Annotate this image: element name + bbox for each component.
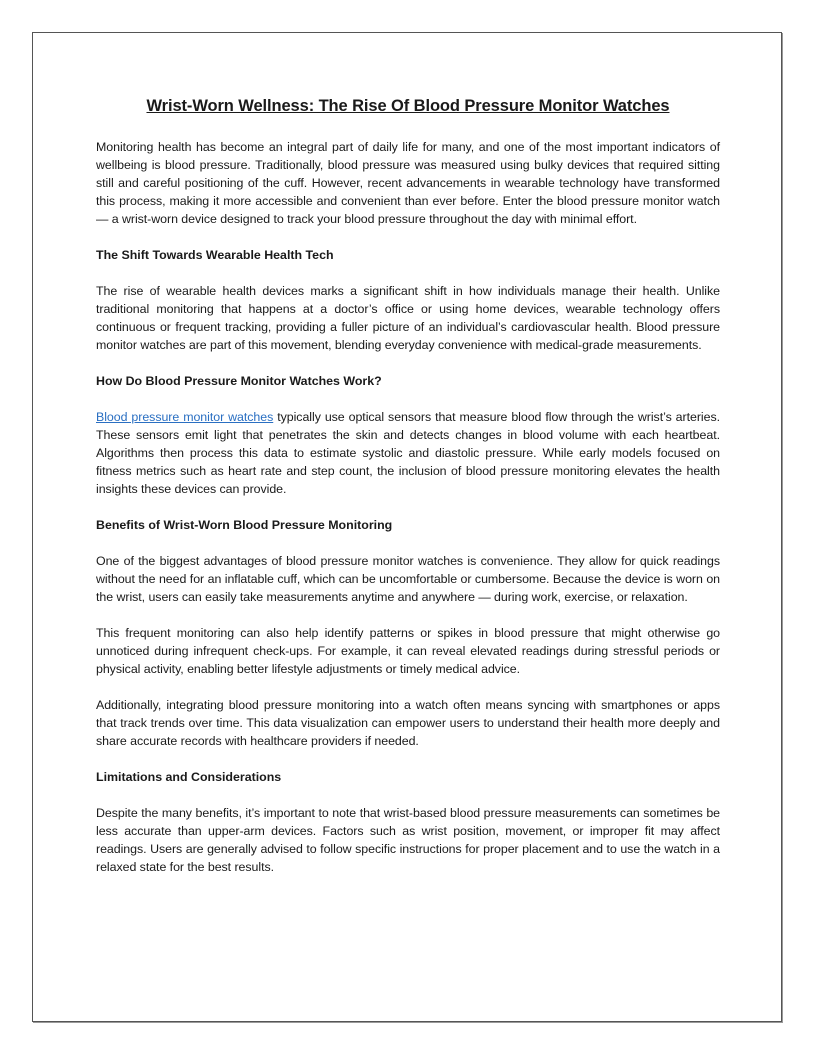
document-title: Wrist-Worn Wellness: The Rise Of Blood Pressure Monitor Watches bbox=[146, 97, 670, 115]
limitations-paragraph: Despite the many benefits, it’s important to note that wrist-based blood pressure measurements can sometimes be less accurate than upper-arm devices. Factors such as wrist position, movement, or improper fit may affect readings. Users are generally advised to follow specific instructions for proper placement and to use the watch in a relaxed state for the best results. bbox=[96, 806, 720, 874]
section-heading-limitations: Limitations and Considerations bbox=[96, 770, 282, 784]
section-heading-how: How Do Blood Pressure Monitor Watches Work? bbox=[96, 374, 382, 388]
intro-paragraph: Monitoring health has become an integral part of daily life for many, and one of the most important indicators of wellbeing is blood pressure. Traditionally, blood pressure was measured using bulky devices that required sitting still and careful positioning of the cuff. However, recent advancements in wearable technology have transformed this process, making it more accessible and convenient than ever before. Enter the blood pressure monitor watch — a wrist-worn device designed to track your blood pressure throughout the day with minimal effort. bbox=[96, 140, 720, 226]
benefits-paragraph-3: Additionally, integrating blood pressure monitoring into a watch often means syncing with smartphones or apps that track trends over time. This data visualization can empower users to understand their health more deeply and share accurate records with healthcare providers if needed. bbox=[96, 698, 720, 748]
section-heading-benefits: Benefits of Wrist-Worn Blood Pressure Monitoring bbox=[96, 518, 393, 532]
benefits-paragraph-1: One of the biggest advantages of blood pressure monitor watches is convenience. They allow for quick readings without the need for an inflatable cuff, which can be uncomfortable or cumbersome. Because the device is worn on the wrist, users can easily take measurements anytime and anywhere — during work, exercise, or relaxation. bbox=[96, 554, 720, 604]
document-body bbox=[96, 96, 720, 894]
shift-paragraph: The rise of wearable health devices marks a significant shift in how individuals manage their health. Unlike traditional monitoring that happens at a doctor’s office or using home devices, wearable technology offers continuous or frequent tracking, providing a fuller picture of an individual’s cardiovascular health. Blood pressure monitor watches are part of this movement, blending everyday convenience with medical-grade measurements. bbox=[96, 284, 720, 352]
blood-pressure-watches-link[interactable]: Blood pressure monitor watches bbox=[96, 410, 274, 424]
how-paragraph bbox=[96, 408, 720, 498]
section-heading-shift: The Shift Towards Wearable Health Tech bbox=[96, 248, 334, 262]
how-paragraph-text: typically use optical sensors that measure blood flow through the wrist’s arteries. These sensors emit light that penetrates the skin and detects changes in blood volume with each heartbeat. Algorithms then process this data to estimate systolic and diastolic pressure. While early models focused on fitness metrics such as heart rate and step count, the inclusion of blood pressure monitoring elevates the health insights these devices can provide. bbox=[96, 410, 720, 496]
benefits-paragraph-2: This frequent monitoring can also help identify patterns or spikes in blood pressure that might otherwise go unnoticed during infrequent check-ups. For example, it can reveal elevated readings during stressful periods or physical activity, enabling better lifestyle adjustments or timely medical advice. bbox=[96, 626, 720, 676]
